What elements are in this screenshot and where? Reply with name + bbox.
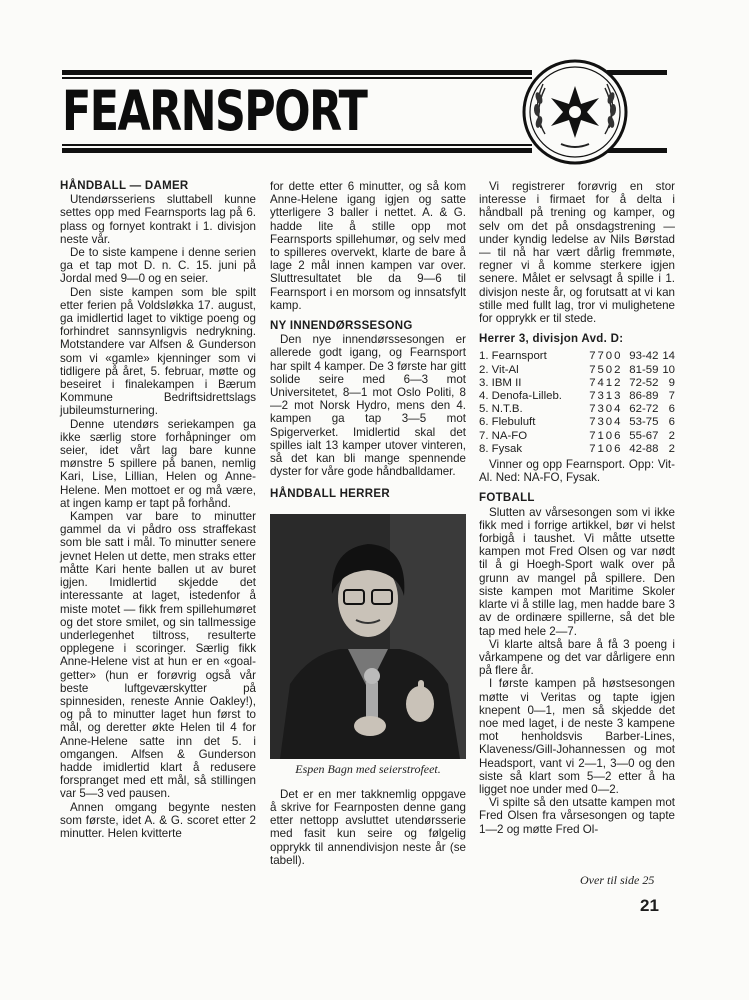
column-2: [270, 180, 466, 867]
paragraph: Slutten av vårsesongen som vi ikke fikk med i forrige artikkel, bør vi helst forbigå i taushet. Vi måtte utsette kampen mot Fred Olsen og var nødt til å gi Hoegh-Sport walk over på grunn av mangel på spillere. Den siste kampen mot Maritime Skoler klarte vi å stille lag, men hadde bare 3 av de ordinære spillerne, så det ble tap med hele 2—7.: [479, 505, 675, 638]
paragraph: De to siste kampene i denne serien ga et tap mot D. n. C. 15. juni på Jordal med 9—0 og en seier.: [60, 246, 256, 286]
table-row: 4. Denofa-Lilleb. 7 3 1 3 86-89 7: [479, 390, 675, 403]
continued-note: Over til side 25: [580, 873, 655, 887]
section-heading: FOTBALL: [479, 492, 535, 505]
table-row: 8. Fysak 7 1 0 6 42-88 2: [479, 442, 675, 455]
section-heading: NY INNENDØRSSESONG: [270, 320, 413, 333]
masthead-rule-thin: [62, 144, 532, 146]
paragraph: Kampen var bare to minutter gammel da vi pådro oss straffekast som ble satt i mål. To minutter senere jevnet Helen ut dette, men straks etter måtte Kari hente ballen ut av buret igjen. Imidlertid skjedde det interessante at laget, istedenfor å miste motet — fikk frem spillehumøret og det store smilet, og sin tallmessige underlegenhet tiltross, resulterte opplegene i scoringer. Særlig fikk Anne-Helene vist at hun er en «goal-getter» (hun er forøvrig også vår beste luftgeværskytter på spinnesiden, reneste Annie Oakley!), og på to minutter laget hun først to mål, og deretter økte Helen til 4 for Anne-Helene satte inn det 5. i omgangen. Alfsen & Gunderson hadde imidlertid klart å redusere forspranget med ett mål, så stillingen var 5—3 ved pausen.: [60, 510, 256, 801]
paragraph: Det er en mer takknemlig oppgave å skrive for Fearnposten denne gang etter nettopp avsluttet utendørsserie med fasit kun seire og følgelig opprykk til annendivisjon neste år (se tabell).: [270, 787, 466, 867]
section-heading: HÅNDBALL — DAMER: [60, 180, 189, 192]
paragraph: Vi registrerer forøvrig en stor interesse i firmaet for å delta i håndball på trening og kamper, og selv om det på onsdagstrening — under kyndig ledelse av Nils Børstad — til nå har vært dårlig fremmøte, regner vi å komme sterkere igjen senere. Målet er selvsagt å spille i 1. divisjon neste år, og forutsatt at vi kan stille med fullt lag, tror vi mulighetene for opprykk er til stede.: [479, 180, 675, 326]
column-1: [60, 180, 256, 840]
column-3: [479, 180, 675, 836]
paragraph: Den siste kampen som ble spilt etter ferien på Voldsløkka 17. august, ga imidlertid laget to viktige poeng og forhindret sannsynligvis nedrykning. Motstandere var Alfsen & Gunderson som vi «gamle» kjenninger som vi tidligere på året, 5. februar, møtte og beseiret i finalekampen i Bærum Kommune Bedriftsidrettslags jubileumsturnering.: [60, 285, 256, 418]
table-row: 6. Flebuluft 7 3 0 4 53-75 6: [479, 416, 675, 429]
masthead-rule: [62, 70, 532, 75]
club-emblem-icon: [521, 58, 629, 166]
photo-caption: Espen Bagn med seierstrofeet.: [295, 761, 441, 776]
paragraph: I første kampen på høstsesongen møtte vi Veritas og tapte igjen knepent 0—1, men så skjedde det noe med laget, i de neste 3 kampene mot henholdsvis Barber-Lines, Klaveness/Gill-Johannessen og mot Headsport, vant vi 2—1, 3—0 og den siste så klart som 5—2 etter å ha ligget noe under med 0—2.: [479, 677, 675, 796]
table-title: Herrer 3, divisjon Avd. D:: [479, 333, 624, 346]
table-row: 5. N.T.B. 7 3 0 4 62-72 6: [479, 403, 675, 416]
paragraph: Utendørsseriens sluttabell kunne settes opp med Fearnsports lag på 6. plass og fornyet kontrakt i 1. divisjon neste vår.: [60, 193, 256, 246]
paragraph: for dette etter 6 minutter, og så kom Anne-Helene igang igjen og satte ytterligere 3 baller i nettet. A. & G. hadde lite å stille opp mot Fearnsports spillehumør, og selv med to spilleres overvekt, klarte de bare å lage 2 mål innen kampen var over. Sluttresultatet ble da 9—6 til Fearnsport i en morsom og innsatsfylt kamp.: [270, 180, 466, 312]
table-row: 1. Fearnsport 7 7 0 0 93-42 14: [479, 350, 675, 363]
section-heading: HÅNDBALL HERRER: [270, 488, 390, 501]
paragraph: Den nye innendørssesongen er allerede godt igang, og Fearnsport har spilt 4 kamper. De 3 første har gitt solide seire med 6—3 mot Universitetet, 8—1 mot Oslo Politi, 8—2 mot Norsk Hydro, mens den 4. kampen ga tap 3—5 mot Spigerverket. Imidlertid skal det spilles ialt 13 kamper utover vinteren, så det kan bli mange spennende dyster for våre gode håndballdamer.: [270, 333, 466, 479]
paragraph: Denne utendørs seriekampen ga ikke særlig store forhåpninger om seier, idet vårt lag bare kunne mønstre 5 spillere på banen, nemlig Kari, Lise, Lillian, Helen og Anne-Helene. Men mottoet er og må være, at ingen kamp er tapt på forhånd.: [60, 417, 256, 510]
player-photo: [270, 514, 466, 759]
table-row: 3. IBM II 7 4 1 2 72-52 9: [479, 376, 675, 389]
table-row: 2. Vit-Al 7 5 0 2 81-59 10: [479, 363, 675, 376]
masthead-rule: [62, 148, 532, 153]
paragraph: Vi spilte så den utsatte kampen mot Fred Olsen fra vårsesongen og tapte 1—2 og møtte Fred Ol-: [479, 796, 675, 836]
table-row: 7. NA-FO 7 1 0 6 55-67 2: [479, 429, 675, 442]
paragraph: Vinner og opp Fearnsport. Opp: Vit-Al. Ned: NA-FO, Fysak.: [479, 458, 675, 485]
page-title: FEARNSPORT: [62, 79, 367, 143]
standings-table: [479, 350, 675, 456]
paragraph: Vi klarte altså bare å få 3 poeng i vårkampene og det var dårligere enn på flere år.: [479, 637, 675, 678]
paragraph: Annen omgang begynte nesten som første, idet A. & G. scoret etter 2 minutter. Helen kvitterte: [60, 800, 256, 840]
page-number: 21: [640, 896, 659, 915]
